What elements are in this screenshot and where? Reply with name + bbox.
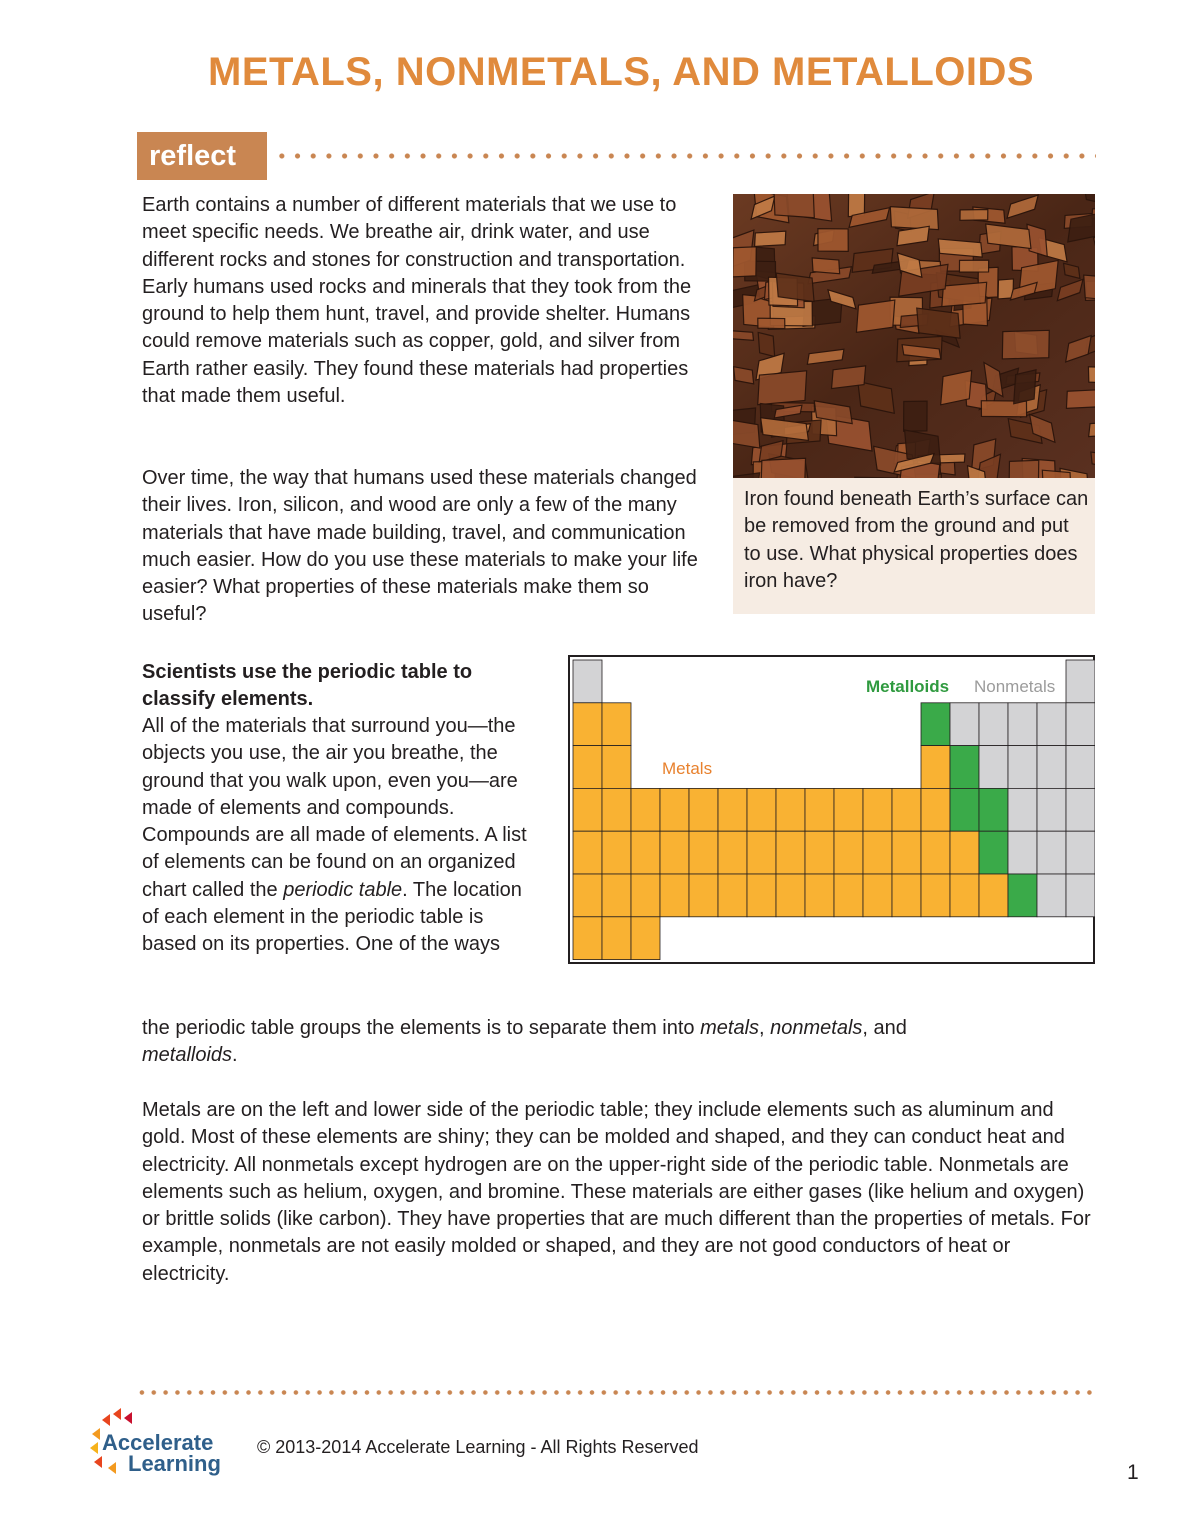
metal-cell [689,788,718,831]
metal-cell [747,831,776,874]
nonmetal-cell [1066,788,1095,831]
metal-cell [718,874,747,917]
metalloid-cell [950,788,979,831]
metal-cell [602,831,631,874]
term-periodic-table: periodic table [283,878,403,901]
metal-cell [950,831,979,874]
nonmetal-cell [1066,660,1095,703]
nonmetal-cell [1037,788,1066,831]
metal-cell [776,874,805,917]
metal-cell [573,703,602,746]
metal-cell [805,788,834,831]
nonmetal-cell [573,660,602,703]
metal-cell [892,831,921,874]
metal-cell [602,874,631,917]
nonmetal-cell [950,703,979,746]
metal-cell [921,746,950,789]
metal-cell [689,874,718,917]
metalloids-label: Metalloids [866,677,950,696]
metal-cell [863,831,892,874]
metal-cell [776,788,805,831]
metal-cell [747,874,776,917]
metal-cell [631,874,660,917]
nonmetal-cell [1008,788,1037,831]
metal-cell [718,831,747,874]
metal-cell [602,788,631,831]
periodic-table-svg [568,655,1095,965]
accelerate-learning-logo [88,1408,263,1474]
metal-cell [573,831,602,874]
iron-rock-photo [733,194,1095,478]
metal-cell [631,788,660,831]
photo-caption: Iron found beneath Earth’s surface can be removed from the ground and put to use. What physical properties does iron have? [744,488,1089,592]
section-label-reflect: reflect [137,132,267,180]
metal-cell [892,788,921,831]
metal-cell [979,874,1008,917]
metalloid-cell [979,788,1008,831]
metal-cell [660,831,689,874]
metal-cell [950,874,979,917]
nonmetals-label: Nonmetals [974,677,1056,696]
nonmetal-cell [1037,831,1066,874]
metal-cell [602,746,631,789]
metal-cell [834,788,863,831]
periodic-body-text-continued: the periodic table groups the elements is to separate them into metals, nonmetals, and metalloids. [142,1017,907,1067]
metal-cell [921,831,950,874]
logo-text-learning: Learning [128,1451,221,1476]
intro-paragraph-1: Earth contains a number of different materials that we use to meet specific needs. We breathe air, drink water, and use different rocks and stones for construction and transportation. Early humans used rocks and minerals that they took from the ground to help them hunt, travel, and provide shelter. Humans could remove materials such as copper, gold, and silver from Earth rather easily. They found these materials had properties that made them useful. [142,194,692,408]
metal-cell [573,788,602,831]
metal-cell [602,917,631,960]
metal-cell [631,917,660,960]
metalloid-cell [950,746,979,789]
metal-cell [805,874,834,917]
metal-cell [834,874,863,917]
metal-cell [892,874,921,917]
metal-cell [631,831,660,874]
logo-text-accelerate: Accelerate [102,1430,214,1455]
metal-cell [776,831,805,874]
page-number: 1 [1127,1461,1139,1484]
dotted-divider-top [274,153,1096,159]
metalloid-cell [1008,874,1037,917]
nonmetal-cell [1037,874,1066,917]
nonmetal-cell [1066,746,1095,789]
metals-nonmetals-paragraph: Metals are on the left and lower side of the periodic table; they include elements such as aluminum and gold. Most of these elements are shiny; they can be molded and shaped, and they can conduct heat and electricity. All nonmetals except hydrogen are on the upper-right side of the periodic table. Nonmetals are elements such as helium, oxygen, and bromine. These materials are either gases (like helium and oxygen) or brittle solids (like carbon). They have properties that are much different than the properties of metals. For example, nonmetals are not easily molded or shaped, and they are not good conductors of heat or electricity. [142,1099,1091,1285]
nonmetal-cell [1008,746,1037,789]
term-metals: metals [700,1017,760,1039]
page-title: METALS, NONMETALS, AND METALLOIDS [208,50,1035,94]
metal-cell [921,788,950,831]
metal-cell [747,788,776,831]
periodic-table-diagram [568,655,1095,970]
metalloid-cell [979,831,1008,874]
nonmetal-cell [1037,703,1066,746]
nonmetal-cell [1008,703,1037,746]
metal-cell [602,703,631,746]
metal-cell [573,917,602,960]
dotted-divider-bottom [136,1390,1096,1395]
nonmetal-cell [979,746,1008,789]
metal-cell [573,874,602,917]
term-metalloids: metalloids [142,1044,233,1067]
metal-cell [834,831,863,874]
nonmetal-cell [1066,831,1095,874]
metal-cell [863,874,892,917]
iron-rock-image [733,194,1095,478]
copyright-text: © 2013-2014 Accelerate Learning - All Rights Reserved [257,1437,699,1457]
periodic-body-text: All of the materials that surround you—the objects you use, the air you breathe, the ground that you walk upon, even you—are made of elements and compounds. Compounds are all made of elements. A list of elements can be found on an organized chart called the periodic table. The location of each element in the periodic table is based on its properties. One of the ways [142,715,527,956]
metal-cell [660,788,689,831]
nonmetal-cell [979,703,1008,746]
metal-cell [921,874,950,917]
term-nonmetals: nonmetals [770,1017,863,1039]
nonmetal-cell [1008,831,1037,874]
metal-cell [689,831,718,874]
nonmetal-cell [1066,703,1095,746]
section-heading: Scientists use the periodic table to classify elements. [142,661,473,711]
metal-cell [863,788,892,831]
metal-cell [718,788,747,831]
metalloid-cell [921,703,950,746]
nonmetal-cell [1066,874,1095,917]
nonmetal-cell [1037,746,1066,789]
intro-paragraph-2: Over time, the way that humans used these materials changed their lives. Iron, silicon, and wood are only a few of the many materials that have made building, travel, and communication much easier. How do you use these materials to make your life easier? What properties of these materials make them so useful? [142,467,698,626]
metal-cell [573,746,602,789]
metals-label: Metals [662,759,713,778]
metal-cell [805,831,834,874]
metal-cell [660,874,689,917]
